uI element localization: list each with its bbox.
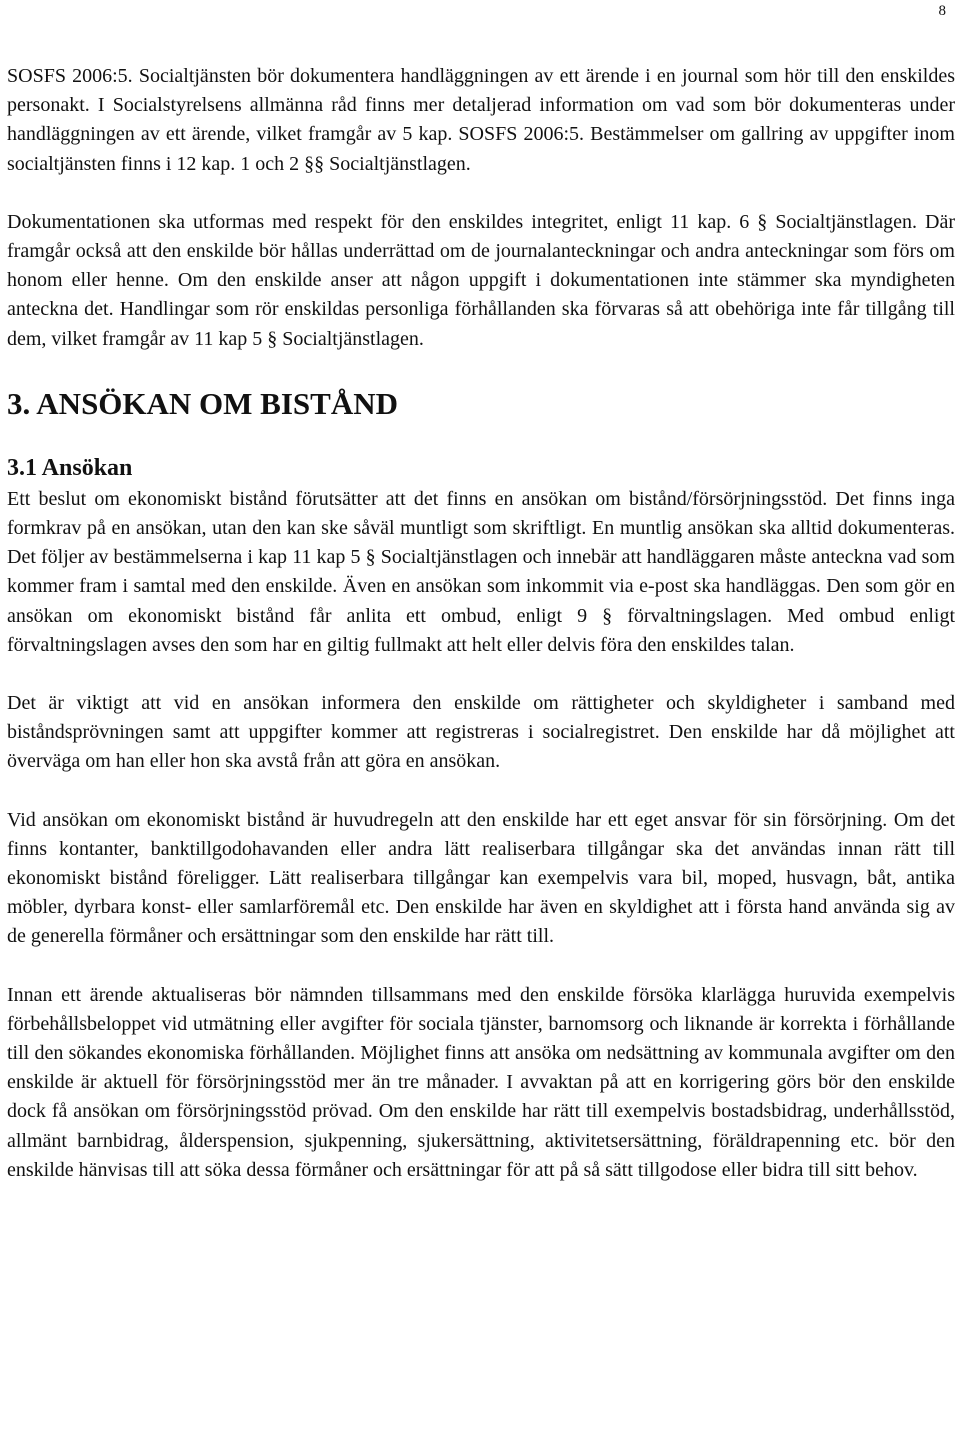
paragraph-ansokan-information: Det är viktigt att vid en ansökan informera den enskilde om rättigheter och skyldigheter i samband med biståndsprövningen samt att uppgifter kommer att registreras i socialregistret. Den enskilde har då möjlighet att överväga om han eller hon ska avstå från att göra en ansökan. bbox=[7, 692, 955, 773]
paragraph-dokumentation-integritet: Dokumentationen ska utformas med respekt för den enskildes integritet, enligt 11 kap. 6 § Socialtjänstlagen. Där framgår också att den enskilde bör hållas underrättad om de journalanteckningar och andra anteckningar som förs om honom eller henne. Om den enskilde anser att någon uppgift i dokumentationen inte stämmer ska myndigheten anteckna det. Handlingar som rör enskildas personliga förhållanden ska förvaras så att obehöriga inte får tillgång till dem, vilket framgår av 11 kap 5 § Socialtjänstlagen. bbox=[7, 210, 955, 350]
paragraph-ansokan-beslut: Ett beslut om ekonomiskt bistånd förutsätter att det finns en ansökan om bistånd/försörjningsstöd. Det finns inga formkrav på en ansökan, utan den kan ske såväl muntligt som skriftligt. En muntlig ansökan ska alltid dokumenteras. Det följer av bestämmelserna i kap 11 kap 5 § Socialtjänstlagen och innebär att handläggaren måste anteckna vad som kommer fram i samtal med den enskilde. Även en ansökan som inkommit via e-post ska handläggas. Den som gör en ansökan om ekonomiskt bistånd får anlita ett ombud, enligt 9 § förvaltningslagen. Med ombud enligt förvaltningslagen avses den som har en giltig fullmakt att helt eller delvis föra den enskildes talan. bbox=[7, 487, 955, 656]
paragraph-ansokan-eget-ansvar: Vid ansökan om ekonomiskt bistånd är huvudregeln att den enskilde har ett eget ansvar för sin försörjning. Om det finns kontanter, banktillgodohavanden eller andra lätt realiserbara tillgångar ska det användas innan rätt till ekonomiskt bistånd föreligger. Lätt realiserbara tillgångar kan exempelvis vara bil, moped, husvagn, båt, antika möbler, dyrbara konst- eller samlarföremål etc. Den enskilde har även en skyldighet att i första hand använda sig av de generella förmåner och ersättningar som den enskilde har rätt till. bbox=[7, 808, 955, 948]
document-body bbox=[7, 62, 955, 1185]
section-heading: 3. ANSÖKAN OM BISTÅND bbox=[7, 385, 398, 421]
paragraph-ansokan-klarlagga: Innan ett ärende aktualiseras bör nämnden tillsammans med den enskilde försöka klarlägga huruvida exempelvis förbehållsbeloppet vid utmätning eller avgifter för sociala tjänster, barnomsorg och liknande är korrekta i förhållande till den sökandes ekonomiska förhållanden. Möjlighet finns att ansöka om nedsättning av kommunala avgifter om den enskilde är aktuell för försörjningsstöd mer än tre månader. I avvaktan på att en korrigering görs bör den enskilde dock få ansökan om försörjningsstöd prövad. Om den enskilde har rätt till exempelvis bostadsbidrag, underhållsstöd, allmänt barnbidrag, ålderspension, sjukpenning, sjukersättning, aktivitetsersättning, föräldrapenning etc. bör den enskilde hänvisas till att söka dessa förmåner och ersättningar för att på så sätt tillgodose eller bidra till sitt behov. bbox=[7, 983, 955, 1181]
paragraph-dokumentation-journal: SOSFS 2006:5. Socialtjänsten bör dokumentera handläggningen av ett ärende i en journal som hör till den enskildes personakt. I Socialstyrelsens allmänna råd finns mer detaljerad information om vad som bör dokumenteras under handläggningen av ett ärende, vilket framgår av 5 kap. SOSFS 2006:5. Bestämmelser om gallring av uppgifter inom socialtjänsten finns i 12 kap. 1 och 2 §§ Socialtjänstlagen. bbox=[7, 65, 955, 175]
subsection-heading: 3.1 Ansökan bbox=[7, 454, 133, 481]
page-number: 8 bbox=[938, 3, 946, 19]
